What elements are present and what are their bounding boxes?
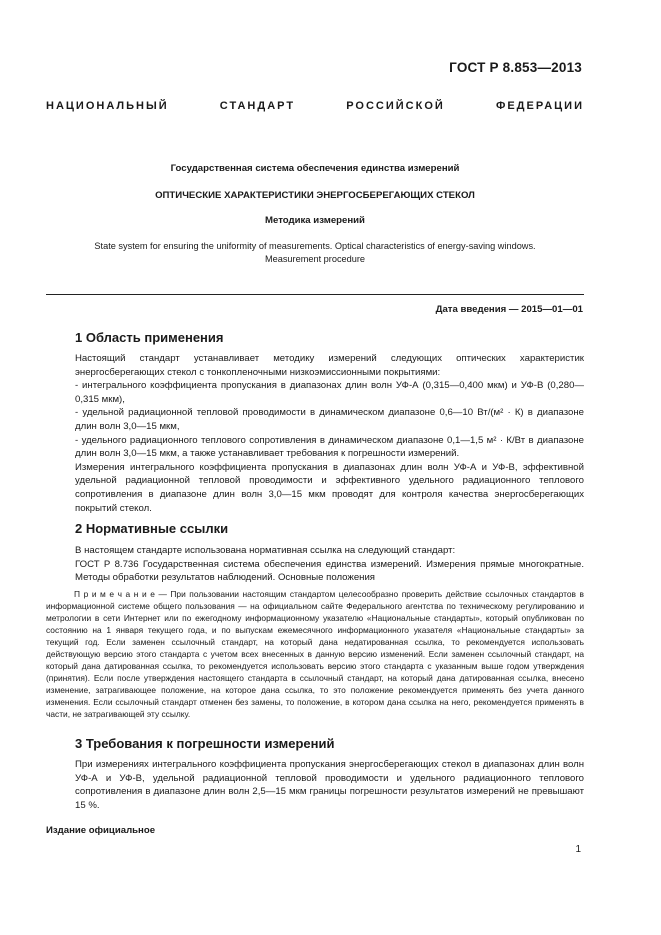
section-3-body	[75, 758, 584, 812]
main-title: ОПТИЧЕСКИЕ ХАРАКТЕРИСТИКИ ЭНЕРГОСБЕРЕГАЮЩИХ СТЕКОЛ	[155, 190, 475, 201]
note-paragraph	[46, 588, 584, 720]
section-2-body	[75, 544, 584, 585]
banner-word: СТАНДАРТ	[219, 100, 296, 112]
banner-word: ФЕДЕРАЦИИ	[495, 100, 584, 112]
paragraph: ГОСТ Р 8.736 Государственная система обеспечения единства измерений. Измерения прямые многократные. Методы обработки результатов наблюдений. Основные положения	[75, 558, 584, 584]
method-title: Методика измерений	[265, 215, 365, 226]
paragraph: При измерениях интегрального коэффициента пропускания энергосберегающих стекол в диапазонах длин волн УФ-А и УФ-В, удельной радиационной тепловой проводимости и удельного радиационного теплового сопротивления в диапазоне длин волн 2,5—15 мкм границы погрешности результатов измерений не превышают 15 %.	[75, 759, 584, 811]
page-number: 1	[575, 844, 581, 855]
paragraph	[75, 352, 584, 379]
section-1-body	[75, 352, 584, 515]
english-title-line: State system for ensuring the uniformity of measurements. Optical characteristics of energy-saving windows.	[94, 241, 536, 251]
paragraph: - удельного радиационного теплового сопротивления в динамическом диапазоне 0,1—1,5 м² · К/Вт в диапазоне длин волн 3,0—15 мкм, а также устанавливает требования к погрешности измерений.	[75, 434, 584, 460]
edition-label: Издание официальное	[46, 825, 156, 836]
paragraph: - интегрального коэффициента пропускания в диапазонах длин волн УФ-А (0,315—0,400 мкм) и УФ-В (0,280—0,315 мкм),	[75, 380, 584, 405]
paragraph: В настоящем стандарте использована нормативная ссылка на следующий стандарт:	[75, 545, 456, 556]
paragraph-text: Настоящий стандарт устанавливает методику измерений следующих оптических характеристик энергосберегающих стекол с тонкопленочными низкоэмиссионными покрытиями:	[75, 353, 584, 378]
section-heading: 3 Требования к погрешности измерений	[75, 736, 335, 751]
divider-rule	[46, 294, 584, 295]
gost-code: ГОСТ Р 8.853—2013	[449, 60, 582, 75]
paragraph: Измерения интегрального коэффициента пропускания в диапазонах длин волн УФ-А и УФ-В, эффективной удельной радиационной тепловой проводимости и эффективного удельного радиационного теплового сопротивления в диапазоне длин волн 3,0—15 мкм проводят для контроля качества энергосберегающих покрытий стекол.	[75, 461, 584, 514]
banner-word: НАЦИОНАЛЬНЫЙ	[46, 100, 169, 112]
banner-word: РОССИЙСКОЙ	[346, 100, 445, 112]
note-block	[46, 588, 584, 720]
national-standard-banner	[46, 100, 584, 112]
note-label: П р и м е ч а н и е	[74, 589, 155, 599]
english-title	[46, 240, 584, 266]
note-text: — При пользовании настоящим стандартом целесообразно проверить действие ссылочных стандартов в информационной системе общего пользования — на официальном сайте Федерального агентства по техническому регулированию и метрологии в сети Интернет или по ежегодному информационному указателю «Национальные стандарты», который опубликован по состоянию на 1 января текущего года, и по выпускам ежемесячного информационного указателя «Национальные стандарты» за текущий год. Если заменен ссылочный стандарт, на который дана недатированная ссылка, то рекомендуется использовать действующую версию этого стандарта с учетом всех внесенных в данную версию изменений. Если заменен ссылочный стандарт, на который дана датированная ссылка, то рекомендуется использовать версию этого стандарта с указанным выше годом утверждения (принятия). Если после утверждения настоящего стандарта в ссылочный стандарт, на который дана датированная ссылка, внесено изменение, затрагивающее положение, на которое дана ссылка, то это положение рекомендуется применять без учета данного изменения. Если ссылочный стандарт отменен без замены, то положение, в котором дана ссылка на него, рекомендуется применять в части, не затрагивающей эту ссылку.	[46, 589, 584, 719]
section-heading: 2 Нормативные ссылки	[75, 521, 229, 536]
section-heading: 1 Область применения	[75, 330, 224, 345]
english-title-line: Measurement procedure	[264, 254, 366, 264]
paragraph: - удельной радиационной тепловой проводимости в динамическом диапазоне 0,6—10 Вт/(м² · К) в диапазоне длин волн 3,0—15 мкм,	[75, 407, 584, 432]
introduction-date: Дата введения — 2015—01—01	[435, 304, 583, 315]
system-title: Государственная система обеспечения единства измерений	[170, 163, 460, 174]
